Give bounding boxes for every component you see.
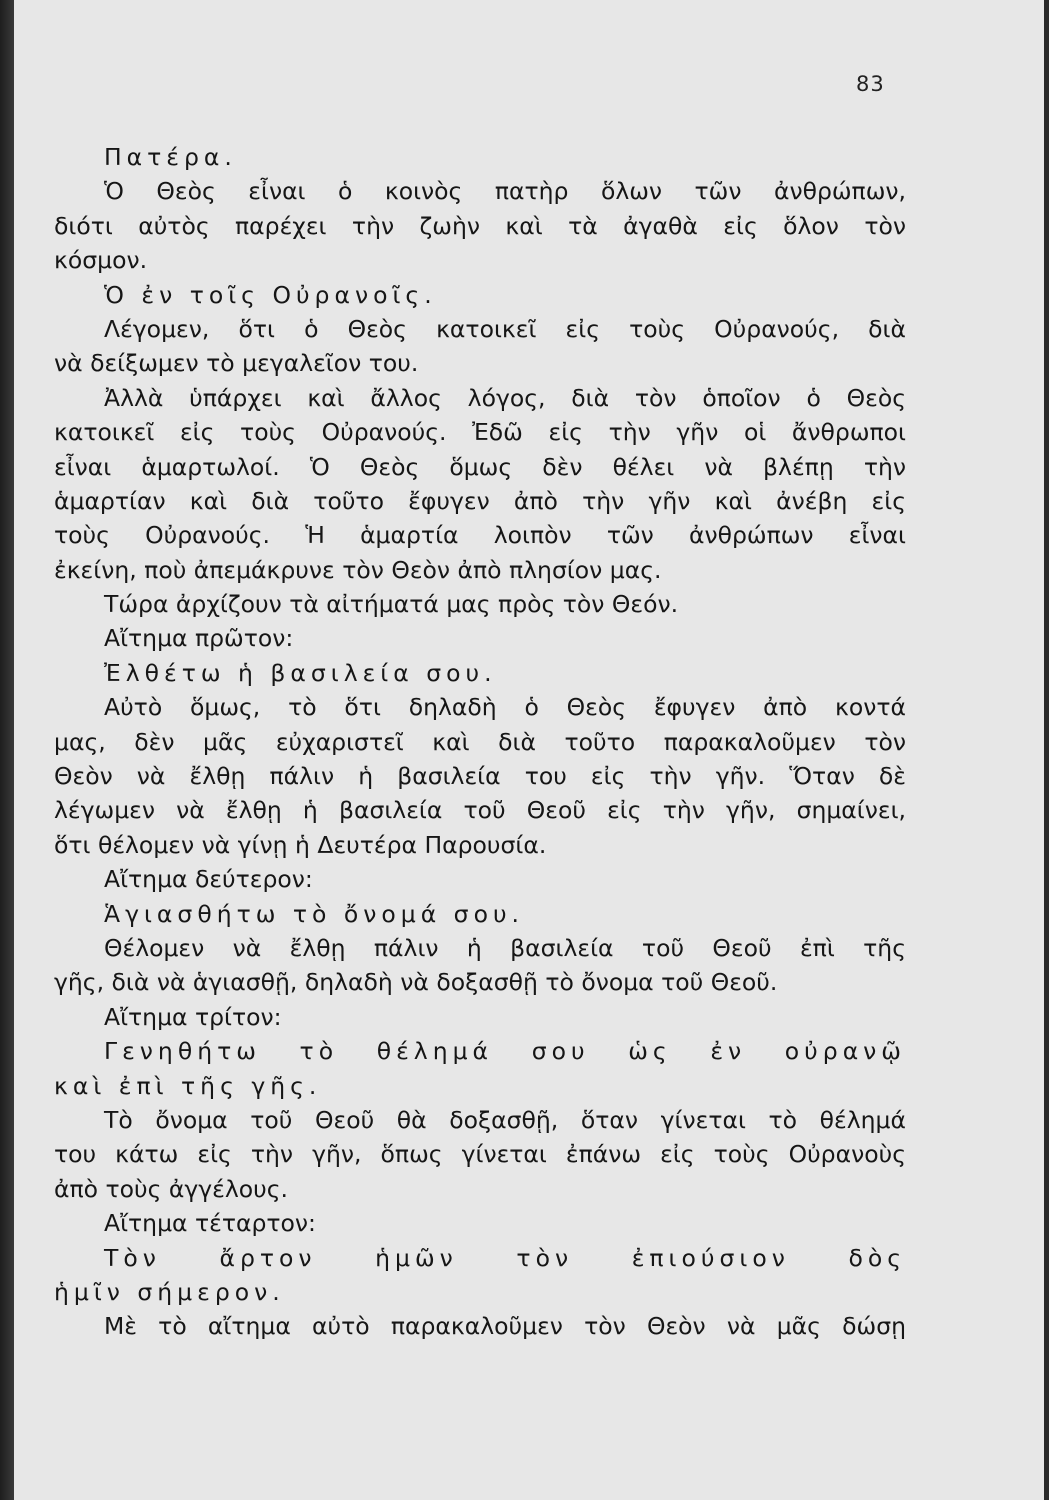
text-line: διότι αὐτὸς παρέχει τὴν ζωὴν καὶ τὰ ἀγαθὰ εἰς ὅλον τὸν bbox=[54, 211, 906, 240]
text-line: κατοικεῖ εἰς τοὺς Οὐρανούς. Ἐδῶ εἰς τὴν γῆν οἱ ἄνθρωποι bbox=[54, 418, 906, 447]
text-line: μας, δὲν μᾶς εὐχαριστεῖ καὶ διὰ τοῦτο παρακαλοῦμεν τὸν bbox=[54, 727, 906, 756]
page-binding-edge bbox=[0, 0, 14, 1500]
text-line: ἡμῖν σήμερον. bbox=[54, 1277, 285, 1306]
text-line: κόσμον. bbox=[54, 246, 148, 275]
page-text bbox=[54, 140, 906, 1344]
page-number: 83 bbox=[856, 72, 885, 96]
text-line: ὅτι θέλομεν νὰ γίνῃ ἡ Δευτέρα Παρουσία. bbox=[54, 830, 547, 859]
text-line: Ἀλλὰ ὑπάρχει καὶ ἄλλος λόγος, διὰ τὸν ὁποῖον ὁ Θεὸς bbox=[104, 383, 906, 412]
text-line: Τώρα ἀρχίζουν τὰ αἰτήματά μας πρὸς τὸν Θεόν. bbox=[104, 590, 679, 619]
text-line: ἀπὸ τοὺς ἀγγέλους. bbox=[54, 1174, 289, 1203]
text-line: Ἐλθέτω ἡ βασιλεία σου. bbox=[104, 658, 497, 687]
text-line: Πατέρα. bbox=[104, 143, 237, 171]
text-line: Τὸ ὄνομα τοῦ Θεοῦ θὰ δοξασθῇ, ὅταν γίνεται τὸ θέλημά bbox=[104, 1105, 906, 1134]
text-line: καὶ ἐπὶ τῆς γῆς. bbox=[54, 1071, 322, 1100]
text-line: εἶναι ἁμαρτωλοί. Ὁ Θεὸς ὅμως δὲν θέλει νὰ βλέπῃ τὴν bbox=[54, 452, 906, 481]
text-line: Αἴτημα τρίτον: bbox=[104, 1002, 282, 1031]
text-line: ἁμαρτίαν καὶ διὰ τοῦτο ἔφυγεν ἀπὸ τὴν γῆν καὶ ἀνέβη εἰς bbox=[54, 486, 906, 515]
text-line: Ὁ ἐν τοῖς Οὐρανοῖς. bbox=[104, 280, 437, 309]
text-line: Θέλομεν νὰ ἔλθῃ πάλιν ἡ βασιλεία τοῦ Θεοῦ ἐπὶ τῆς bbox=[104, 933, 906, 962]
book-page bbox=[14, 0, 1044, 1500]
text-line: Αἴτημα δεύτερον: bbox=[104, 865, 313, 894]
text-line: Θεὸν νὰ ἔλθῃ πάλιν ἡ βασιλεία του εἰς τὴν γῆν. Ὅταν δὲ bbox=[54, 762, 906, 791]
text-line: Ὁ Θεὸς εἶναι ὁ κοινὸς πατὴρ ὅλων τῶν ἀνθρώπων, bbox=[104, 177, 906, 206]
text-line: ἐκείνη, ποὺ ἀπεμάκρυνε τὸν Θεὸν ἀπὸ πλησίον μας. bbox=[54, 555, 662, 584]
text-line: γῆς, διὰ νὰ ἁγιασθῇ, δηλαδὴ νὰ δοξασθῇ τὸ ὄνομα τοῦ Θεοῦ. bbox=[54, 968, 778, 997]
text-line: Ἁγιασθήτω τὸ ὄνομά σου. bbox=[104, 899, 525, 928]
text-line: Τὸν ἄρτον ἡμῶν τὸν ἐπιούσιον δὸς bbox=[104, 1243, 906, 1272]
text-line: Λέγομεν, ὅτι ὁ Θεὸς κατοικεῖ εἰς τοὺς Οὐρανούς, διὰ bbox=[104, 314, 906, 343]
text-line: νὰ δείξωμεν τὸ μεγαλεῖον του. bbox=[54, 349, 419, 378]
text-line: Αἴτημα τέταρτον: bbox=[104, 1209, 316, 1238]
text-line: του κάτω εἰς τὴν γῆν, ὅπως γίνεται ἐπάνω εἰς τοὺς Οὐρανοὺς bbox=[54, 1140, 906, 1169]
text-line: Μὲ τὸ αἴτημα αὐτὸ παρακαλοῦμεν τὸν Θεὸν νὰ μᾶς δώσῃ bbox=[104, 1312, 906, 1341]
text-line: Γενηθήτω τὸ θέλημά σου ὡς ἐν οὐρανῷ bbox=[104, 1037, 906, 1066]
text-line: λέγωμεν νὰ ἔλθῃ ἡ βασιλεία τοῦ Θεοῦ εἰς τὴν γῆν, σημαίνει, bbox=[54, 796, 906, 825]
text-line: Αὐτὸ ὅμως, τὸ ὅτι δηλαδὴ ὁ Θεὸς ἔφυγεν ἀπὸ κοντά bbox=[104, 693, 906, 722]
text-line: Αἴτημα πρῶτον: bbox=[104, 624, 294, 653]
text-line: τοὺς Οὐρανούς. Ἡ ἁμαρτία λοιπὸν τῶν ἀνθρώπων εἶναι bbox=[54, 521, 906, 550]
